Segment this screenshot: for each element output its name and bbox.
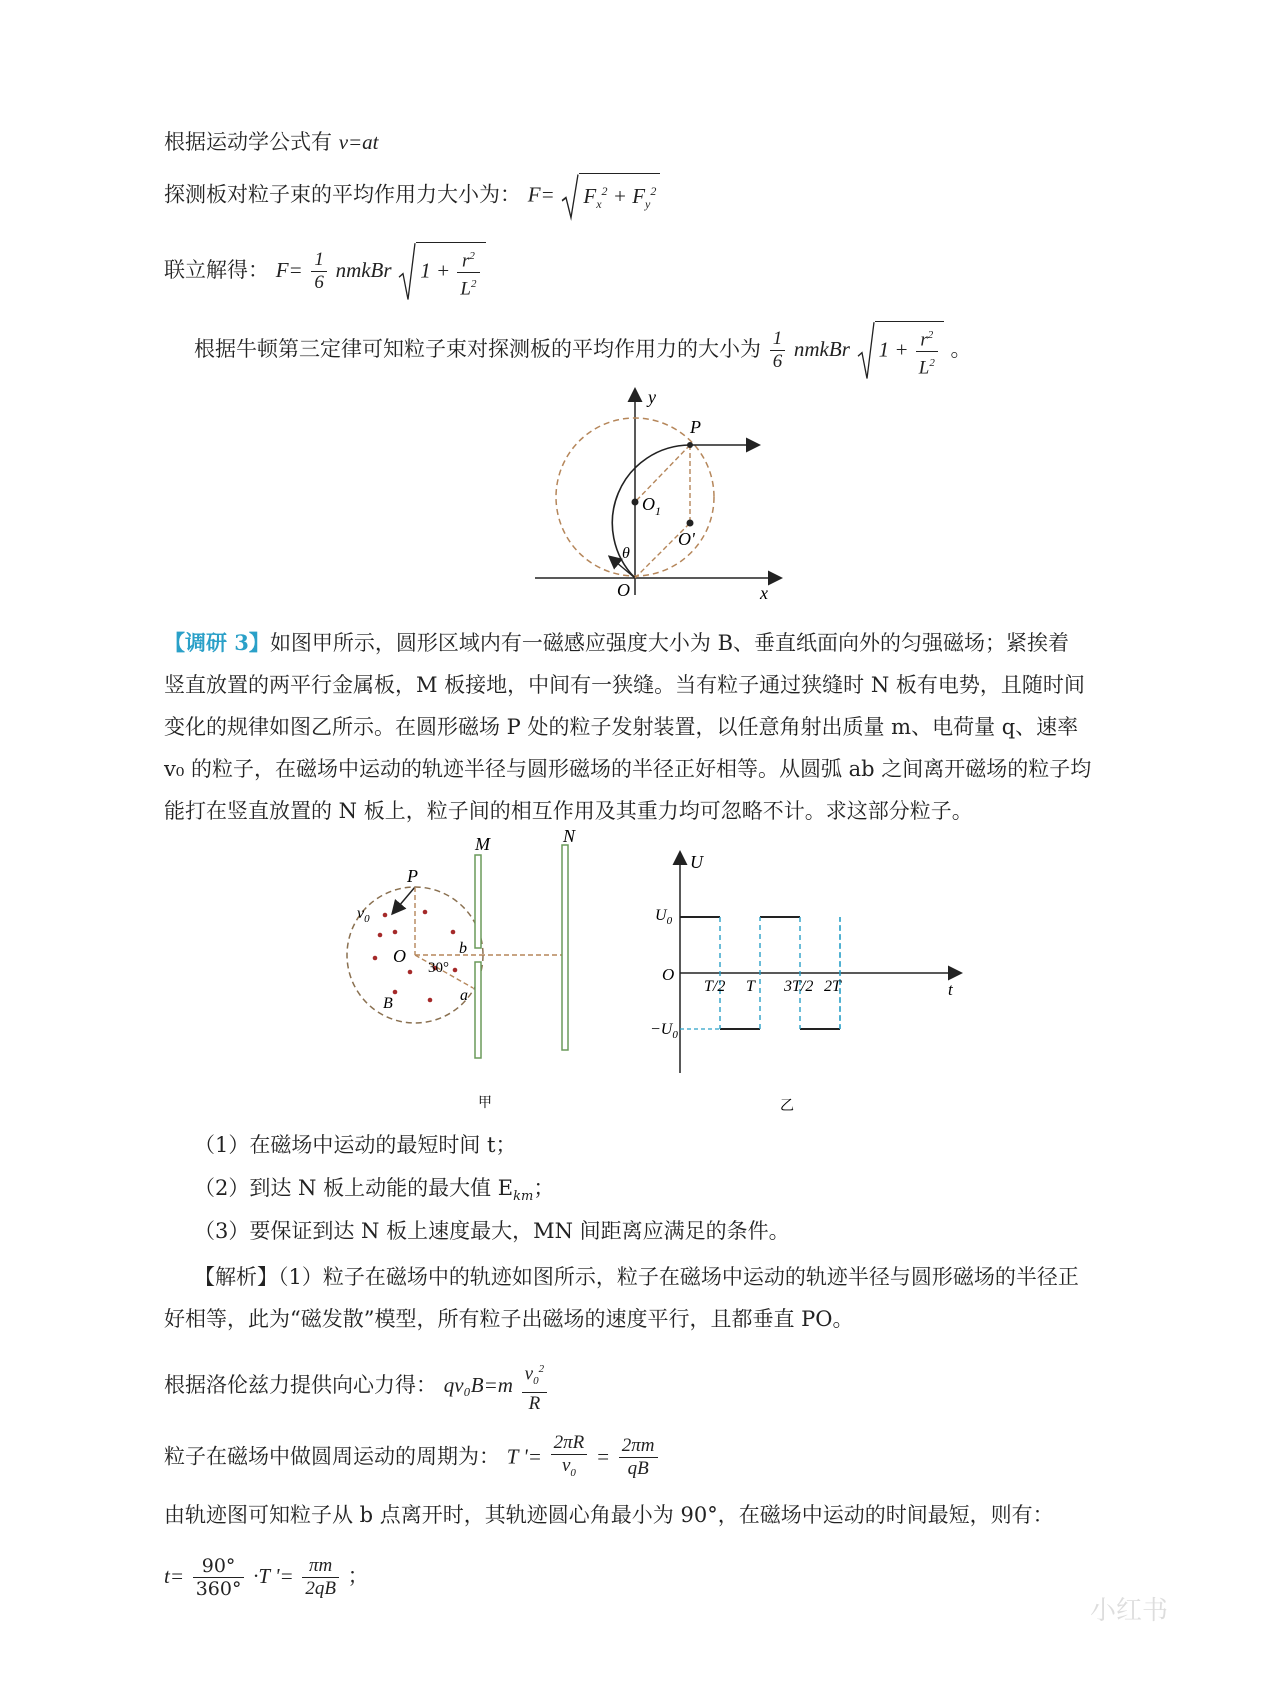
- newton-third-law-line: [194, 321, 972, 380]
- text: （1）粒子在磁场中的轨迹如图所示，粒子在磁场中运动的轨迹半径与圆形磁场的半径正: [278, 1265, 1079, 1289]
- label-a-point: a: [460, 987, 468, 1004]
- plate-m-lower: [475, 962, 481, 1058]
- fraction: $\frac{90^\circ}{360^\circ}$: [193, 1555, 245, 1600]
- kinematics-line: [164, 127, 379, 157]
- combined-solution-line: [164, 242, 486, 301]
- plate-n: [562, 845, 568, 1050]
- text: 如图甲所示，圆形区域内有一磁感应强度大小为 B、垂直纸面向外的匀强磁场；紧挨着: [269, 631, 1070, 655]
- label-v0: $v_0$: [357, 905, 370, 925]
- equation-lhs: F=: [527, 182, 555, 207]
- text-end: ；: [533, 1176, 555, 1200]
- coefficient: nmkBr: [793, 336, 850, 361]
- text: 探测板对粒子束的平均作用力大小为：: [164, 182, 521, 207]
- label-o: O: [662, 965, 675, 984]
- label-theta: θ: [622, 545, 630, 562]
- label-angle: 30°: [428, 960, 449, 976]
- sqrt-expression: $F_x^2 + F_y^2$: [561, 173, 660, 219]
- center-oprime-dot: [687, 520, 694, 527]
- t-tick-labels: [704, 978, 842, 995]
- fraction: $\frac{v_0^2}{R}$: [522, 1358, 547, 1415]
- label-neg-u0: $-U_0$: [650, 1021, 678, 1041]
- caption-jia: 甲: [478, 1096, 492, 1111]
- subscript: km: [513, 1189, 534, 1205]
- solution-line-2: 好相等，此为“磁发散”模型，所有粒子出磁场的速度平行，且都垂直 PO。: [164, 1307, 854, 1331]
- v0-arrow: [393, 887, 415, 913]
- tick-label: 3T/2: [784, 978, 814, 995]
- question-1: （1）在磁场中运动的最短时间 t；: [194, 1133, 517, 1157]
- label-t: t: [948, 980, 953, 999]
- trajectory-angle-line: 由轨迹图可知粒子从 b 点离开时，其轨迹圆心角最小为 90°，在磁场中运动的时间最短，则有：: [164, 1503, 1054, 1527]
- problem-line-5: 能打在竖直放置的 N 板上，粒子间的相互作用及其重力均可忽略不计。求这部分粒子。: [164, 799, 973, 823]
- fraction: $\frac{1}{6}$: [311, 249, 327, 294]
- equation: T '=: [506, 1444, 542, 1469]
- fraction: $\frac{2\pi m}{qB}$: [619, 1435, 658, 1480]
- label-u: U: [690, 852, 703, 872]
- period: 。: [950, 336, 972, 361]
- label-oprime: O': [678, 529, 695, 549]
- center-o1-dot: [632, 499, 639, 506]
- text: 联立解得：: [164, 257, 269, 282]
- label-p: P: [407, 866, 418, 886]
- solution-line-1: [164, 1256, 1144, 1298]
- text-end: ；: [347, 1564, 369, 1588]
- problem-statement: [164, 622, 1144, 832]
- label-b-point: b: [459, 940, 467, 957]
- min-time-line: t= $\frac{90^\circ}{360^\circ}$ ·T '= $\frac{\pi m}{2qB}$ ；: [164, 1555, 369, 1600]
- problem-line-1: [164, 622, 1144, 664]
- tick-label: 2T: [824, 978, 841, 995]
- label-o: O: [393, 946, 406, 966]
- label-m: M: [475, 834, 490, 854]
- text: 根据运动学公式有: [164, 130, 332, 154]
- tick-label: T: [746, 978, 755, 995]
- text: 根据牛顿第三定律可知粒子束对探测板的平均作用力的大小为: [194, 336, 761, 361]
- plate-m-upper: [475, 855, 481, 948]
- trajectory-figure: [530, 385, 790, 605]
- figure-jia: [335, 826, 635, 1111]
- solution-intro: [164, 1256, 1144, 1340]
- equation-lhs: F=: [275, 257, 303, 282]
- problem-tag: 【调研 3】: [164, 630, 270, 655]
- problem-line-4: v₀ 的粒子，在磁场中运动的轨迹半径与圆形磁场的半径正好相等。从圆弧 ab 之间离开磁场的粒子均: [164, 757, 1092, 781]
- solution-tag: 【解析】: [194, 1265, 278, 1289]
- fraction: $\frac{1}{6}$: [770, 328, 786, 373]
- label-b-field: B: [383, 995, 393, 1012]
- coefficient: nmkBr: [335, 257, 392, 282]
- label-u0: $U_0$: [655, 907, 673, 927]
- equation: qv₀B=m: [443, 1373, 513, 1398]
- problem-line-3: 变化的规律如图乙所示。在圆形磁场 P 处的粒子发射装置，以任意角射出质量 m、电荷量 q、速率: [164, 715, 1079, 739]
- fraction: $\frac{\pi m}{2qB}$: [302, 1555, 339, 1600]
- question-3: （3）要保证到达 N 板上速度最大，MN 间距离应满足的条件。: [194, 1219, 790, 1243]
- text: （2）到达 N 板上动能的最大值 E: [194, 1176, 514, 1200]
- figure-yi-voltage-chart: [650, 848, 970, 1114]
- label-o: O: [617, 580, 630, 600]
- equation-lhs: t=: [164, 1564, 185, 1588]
- caption-yi: 乙: [780, 1099, 794, 1114]
- sqrt-expression: 1 + $\frac{r^2}{L^2}$: [857, 321, 944, 380]
- period-line: 粒子在磁场中做圆周运动的周期为： T '= $\frac{2\pi R}{v_0}$ = $\frac{2\pi m}{qB}$: [164, 1432, 660, 1484]
- label-y: y: [648, 387, 656, 407]
- average-force-line: [164, 173, 660, 219]
- problem-line-2: 竖直放置的两平行金属板，M 板接地，中间有一狭缝。当有粒子通过狭缝时 N 板有电势，且随时间: [164, 673, 1085, 697]
- text: 粒子在磁场中做圆周运动的周期为：: [164, 1444, 500, 1469]
- label-p: P: [690, 417, 701, 437]
- question-2: [194, 1173, 554, 1212]
- text: 根据洛伦兹力提供向心力得：: [164, 1373, 437, 1398]
- point-p-dot: [687, 442, 693, 448]
- tick-label: T/2: [704, 978, 726, 995]
- equation: v=at: [338, 130, 379, 154]
- fraction: $\frac{2\pi R}{v_0}$: [551, 1432, 588, 1484]
- label-n: N: [563, 826, 576, 846]
- label-x: x: [760, 583, 768, 603]
- sqrt-expression: 1 + $\frac{r^2}{L^2}$: [398, 242, 485, 301]
- label-o1: $O_1$: [642, 494, 661, 518]
- watermark: 小红书: [1090, 1596, 1169, 1626]
- lorentz-force-line: [164, 1358, 549, 1415]
